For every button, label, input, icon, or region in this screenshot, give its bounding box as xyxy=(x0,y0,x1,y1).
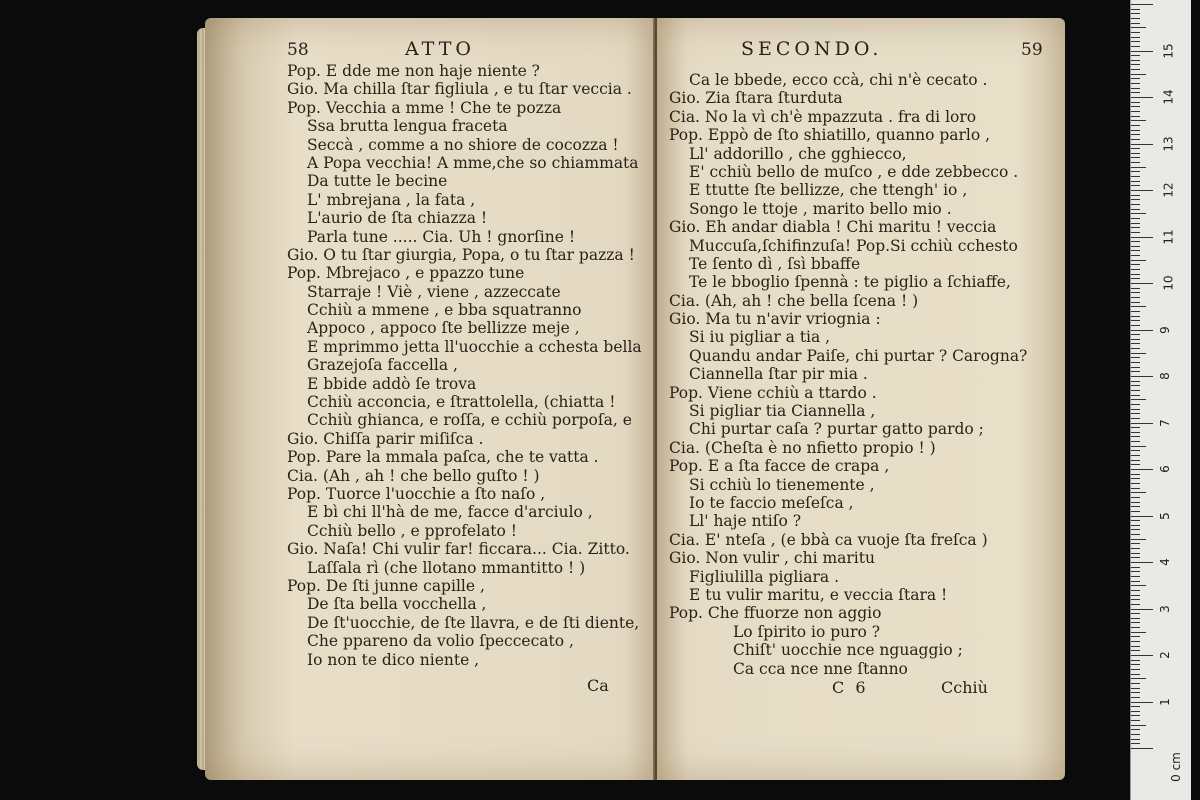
ruler-number: 15 xyxy=(1161,42,1176,59)
ruler-tick xyxy=(1131,390,1140,391)
ruler-tick xyxy=(1131,41,1140,42)
right-text-line: Io te faccio meſeſca , xyxy=(689,493,854,512)
ruler-tick xyxy=(1131,111,1140,112)
right-text-line: Ca le bbede, ecco ccà, chi n'è cecato . xyxy=(689,71,988,89)
ruler-tick xyxy=(1131,506,1140,507)
right-text-line: E' cchiù bello de muſco , e dde zebbecco . xyxy=(689,162,1019,181)
ruler-tick xyxy=(1131,343,1140,344)
ruler-tick xyxy=(1131,18,1140,19)
ruler-tick xyxy=(1131,585,1146,586)
left-text-line: Grazejoſa faccella , xyxy=(307,356,458,375)
ruler-tick xyxy=(1131,51,1153,52)
left-text-line: A Popa vecchia! A mme,che so chiammata xyxy=(307,153,639,172)
ruler-tick xyxy=(1131,399,1146,400)
left-text-line: Pop. Vecchia a mme ! Che te pozza xyxy=(287,98,562,117)
ruler-tick xyxy=(1131,134,1140,135)
ruler-tick xyxy=(1131,581,1140,582)
left-text-line: Che ppareno da volio ſpeccecato , xyxy=(307,632,574,651)
ruler-tick xyxy=(1131,357,1140,358)
left-text-line: De ſta bella vocchella , xyxy=(307,595,487,614)
ruler-tick xyxy=(1131,553,1140,554)
left-text-line: Gio. O tu ſtar giurgia, Popa, o tu ſtar pazza ! xyxy=(287,245,635,264)
ruler-tick xyxy=(1131,655,1153,656)
ruler-tick xyxy=(1131,711,1140,712)
ruler-tick xyxy=(1131,4,1153,5)
ruler-tick xyxy=(1131,650,1140,651)
ruler-tick xyxy=(1131,520,1140,521)
right-text-line: Lo ſpirito io puro ? xyxy=(733,622,881,641)
ruler-number: 10 xyxy=(1161,275,1176,291)
ruler-number: 8 xyxy=(1157,372,1172,380)
left-catchword: Ca xyxy=(587,676,609,695)
ruler-tick xyxy=(1131,167,1146,168)
ruler-tick xyxy=(1131,292,1140,293)
ruler-tick xyxy=(1131,297,1140,298)
ruler-tick xyxy=(1131,78,1140,79)
ruler-tick xyxy=(1131,436,1140,437)
ruler-tick xyxy=(1131,246,1140,247)
ruler-tick xyxy=(1131,488,1140,489)
ruler-tick xyxy=(1131,130,1140,131)
ruler-number: 13 xyxy=(1161,135,1176,152)
ruler-tick xyxy=(1131,195,1140,196)
ruler-tick xyxy=(1131,283,1153,284)
ruler-tick xyxy=(1131,83,1140,84)
left-text-line: Cchiù a mmene , e bba squatranno xyxy=(307,301,582,320)
right-text-line: Gio. Ma tu n'avir vriognia : xyxy=(669,310,881,329)
ruler-tick xyxy=(1131,181,1140,182)
left-text-line: E bbide addò ſe trova xyxy=(307,374,477,393)
ruler-number: 7 xyxy=(1157,418,1172,427)
ruler-tick xyxy=(1131,13,1140,14)
ruler-number: 2 xyxy=(1157,651,1172,659)
ruler-tick xyxy=(1131,632,1146,633)
ruler-tick xyxy=(1131,734,1140,735)
ruler-tick xyxy=(1131,162,1140,163)
ruler-tick xyxy=(1131,692,1140,693)
ruler-number: 12 xyxy=(1161,182,1176,198)
ruler-tick xyxy=(1131,367,1140,368)
right-catchword: Cchiù xyxy=(941,678,988,697)
ruler-tick xyxy=(1131,320,1140,321)
ruler-tick xyxy=(1131,395,1140,396)
ruler-tick xyxy=(1131,729,1140,730)
ruler-tick xyxy=(1131,590,1140,591)
ruler-unit-label: 0 cm xyxy=(1168,752,1183,782)
ruler-tick xyxy=(1131,218,1140,219)
right-text-line: Te ſento dì , ſsì bbaffe xyxy=(689,254,861,273)
ruler-tick xyxy=(1131,492,1146,493)
ruler-tick xyxy=(1131,157,1140,158)
ruler-tick xyxy=(1131,237,1153,238)
ruler-tick xyxy=(1131,613,1140,614)
right-text-block xyxy=(669,71,1059,678)
ruler-tick xyxy=(1131,674,1140,675)
right-page xyxy=(657,18,1065,780)
ruler-tick xyxy=(1131,571,1140,572)
right-text-line: Cia. (Cheſta è no nfietto propio ! ) xyxy=(669,438,936,457)
right-text-line: Pop. Che ffuorze non aggio xyxy=(669,604,882,623)
ruler-tick xyxy=(1131,353,1146,354)
left-running-head: ATTO xyxy=(405,38,475,60)
ruler-tick xyxy=(1131,171,1140,172)
left-text-line: Da tutte le becine xyxy=(307,172,448,191)
ruler-tick xyxy=(1131,376,1153,377)
ruler-tick xyxy=(1131,362,1140,363)
ruler-tick xyxy=(1131,92,1140,93)
right-text-line: Si iu pigliar a tia , xyxy=(689,328,831,347)
right-text-line: Songo le ttoje , marito bello mio . xyxy=(689,199,952,218)
right-text-line: Ciannella ſtar pir mia . xyxy=(689,365,868,384)
right-text-line: Figliulilla pigliara . xyxy=(689,567,839,586)
ruler-tick xyxy=(1131,702,1153,703)
ruler-tick xyxy=(1131,55,1140,56)
ruler-tick xyxy=(1131,529,1140,530)
ruler-tick xyxy=(1131,88,1140,89)
ruler-tick xyxy=(1131,250,1140,251)
ruler-tick xyxy=(1131,688,1140,689)
ruler-tick xyxy=(1131,64,1140,65)
ruler-number: 3 xyxy=(1157,604,1172,613)
ruler-tick xyxy=(1131,204,1140,205)
right-text-line: Pop. Viene cchiù a ttardo . xyxy=(669,383,877,402)
ruler-tick xyxy=(1131,460,1140,461)
ruler-tick xyxy=(1131,511,1140,512)
left-text-line: Starraje ! Viè , viene , azzeccate xyxy=(307,282,561,301)
ruler-tick xyxy=(1131,37,1140,38)
ruler-tick xyxy=(1131,227,1140,228)
ruler-tick xyxy=(1131,576,1140,577)
ruler-tick xyxy=(1131,255,1140,256)
ruler-tick xyxy=(1131,697,1140,698)
ruler-tick xyxy=(1131,534,1140,535)
ruler-number: 9 xyxy=(1157,325,1172,334)
ruler-tick xyxy=(1131,446,1146,447)
left-text-line: Seccà , comme a no shiore de cocozza ! xyxy=(307,135,619,154)
ruler-tick xyxy=(1131,567,1140,568)
right-text-line: Chiſt' uocchie nce nguaggio ; xyxy=(733,641,963,660)
ruler-tick xyxy=(1131,743,1140,744)
ruler-tick xyxy=(1131,125,1140,126)
ruler-tick xyxy=(1131,190,1153,191)
ruler-tick xyxy=(1131,60,1140,61)
ruler-tick xyxy=(1131,664,1140,665)
ruler-tick xyxy=(1131,450,1140,451)
ruler-tick xyxy=(1131,669,1140,670)
right-text-line: Ll' addorillo , che gghiecco, xyxy=(689,144,907,163)
ruler-tick xyxy=(1131,604,1140,605)
ruler-tick xyxy=(1131,474,1140,475)
left-text-line: Cia. (Ah , ah ! che bello guſto ! ) xyxy=(287,466,540,485)
ruler-number: 6 xyxy=(1157,465,1172,473)
ruler-tick xyxy=(1131,715,1140,716)
ruler-tick xyxy=(1131,385,1140,386)
ruler-tick xyxy=(1131,330,1153,331)
ruler-tick xyxy=(1131,23,1140,24)
left-text-block xyxy=(287,62,647,669)
ruler-tick xyxy=(1131,423,1153,424)
ruler-tick xyxy=(1131,325,1140,326)
ruler-tick xyxy=(1131,274,1140,275)
ruler-tick xyxy=(1131,269,1140,270)
left-text-line: Pop. Mbrejaco , e ppazzo tune xyxy=(287,264,525,283)
left-text-line: Appoco , appoco ſte bellizze meje , xyxy=(307,319,580,338)
ruler-tick xyxy=(1131,97,1153,98)
ruler-tick xyxy=(1131,455,1140,456)
ruler-tick xyxy=(1131,678,1146,679)
ruler-tick xyxy=(1131,469,1153,470)
right-text-line: Si pigliar tia Ciannella , xyxy=(689,402,876,421)
left-text-line: Io non te dico niente , xyxy=(307,650,480,669)
ruler-tick xyxy=(1131,627,1140,628)
left-text-line: Laſſala rì (che llotano mmantitto ! ) xyxy=(307,558,586,577)
ruler-number: 1 xyxy=(1157,697,1172,706)
ruler-tick xyxy=(1131,502,1140,503)
ruler-number: 11 xyxy=(1161,228,1176,245)
ruler-tick xyxy=(1131,483,1140,484)
ruler-tick xyxy=(1131,306,1146,307)
ruler-tick xyxy=(1131,548,1140,549)
open-book xyxy=(205,18,1065,780)
ruler-tick xyxy=(1131,539,1146,540)
ruler-tick xyxy=(1131,213,1146,214)
ruler-tick xyxy=(1131,427,1140,428)
ruler-tick xyxy=(1131,371,1140,372)
ruler-tick xyxy=(1131,69,1140,70)
ruler-tick xyxy=(1131,464,1140,465)
ruler-tick xyxy=(1131,260,1146,261)
ruler-tick xyxy=(1131,153,1140,154)
ruler-tick xyxy=(1131,176,1140,177)
ruler-tick xyxy=(1131,618,1140,619)
ruler-tick xyxy=(1131,102,1140,103)
left-text-line: Cchiù acconcia, e ſtrattolella, (chiatta ! xyxy=(307,393,616,412)
ruler-tick xyxy=(1131,288,1140,289)
right-text-line: Ll' haje ntiſo ? xyxy=(689,512,802,531)
ruler-tick xyxy=(1131,232,1140,233)
left-text-line: Cchiù ghianca, e roſſa, e cchiù porpoſa, e xyxy=(307,411,632,430)
right-text-line: Ca cca nce nne ſtanno xyxy=(733,659,908,678)
ruler-tick xyxy=(1131,241,1140,242)
right-text-line: Gio. Zia ſtara ſturduta xyxy=(669,89,843,108)
ruler-number: 4 xyxy=(1157,558,1172,566)
ruler-tick xyxy=(1131,278,1140,279)
ruler-tick xyxy=(1131,525,1140,526)
ruler-tick xyxy=(1131,116,1140,117)
ruler-tick xyxy=(1131,381,1140,382)
ruler-tick xyxy=(1131,185,1140,186)
left-text-line: Parla tune ..... Cia. Uh ! gnorſine ! xyxy=(307,227,576,246)
ruler-number: 14 xyxy=(1161,89,1176,105)
ruler-tick xyxy=(1131,74,1146,75)
ruler-tick xyxy=(1131,120,1146,121)
left-text-line: Pop. Pare la mmala paſca, che te vatta . xyxy=(287,448,599,467)
left-text-line: E bì chi ll'hà de me, facce d'arciulo , xyxy=(307,503,593,522)
ruler-tick xyxy=(1131,418,1140,419)
left-text-line: Pop. E dde me non haje niente ? xyxy=(287,62,540,80)
ruler-tick xyxy=(1131,311,1140,312)
left-page-number: 58 xyxy=(287,40,309,60)
ruler-tick xyxy=(1131,557,1140,558)
ruler-tick xyxy=(1131,264,1140,265)
ruler-tick xyxy=(1131,641,1140,642)
ruler-tick xyxy=(1131,622,1140,623)
ruler-tick xyxy=(1131,139,1140,140)
right-text-line: E tu vulir maritu, e veccia ſtara ! xyxy=(689,585,948,604)
left-text-line: Pop. De ſti junne capille , xyxy=(287,576,485,595)
ruler-tick xyxy=(1131,595,1140,596)
signature-mark: C 6 xyxy=(832,678,869,697)
ruler-tick xyxy=(1131,223,1140,224)
ruler-tick xyxy=(1131,409,1140,410)
left-text-line: Gio. Chiſſa parir miſiſca . xyxy=(287,429,484,448)
ruler-tick xyxy=(1131,316,1140,317)
right-running-head: SECONDO. xyxy=(741,38,883,60)
right-text-line: Cia. E' nteſa , (e bbà ca vuoje ſta freſca ) xyxy=(669,530,988,549)
ruler-tick xyxy=(1131,636,1140,637)
left-text-line: Pop. Tuorce l'uocchie a ſto naſo , xyxy=(287,484,546,503)
ruler-tick xyxy=(1131,720,1140,721)
ruler-tick xyxy=(1131,543,1140,544)
ruler-tick xyxy=(1131,432,1140,433)
ruler-tick xyxy=(1131,660,1140,661)
ruler-tick xyxy=(1131,497,1140,498)
left-text-line: Cchiù bello , e pprofelato ! xyxy=(307,521,518,540)
ruler-tick xyxy=(1131,478,1140,479)
ruler-tick xyxy=(1131,9,1140,10)
ruler-tick xyxy=(1131,413,1140,414)
right-text-line: Pop. Eppò de ſto shiatillo, quanno parlo , xyxy=(669,126,991,145)
ruler-tick xyxy=(1131,683,1140,684)
ruler-tick xyxy=(1131,199,1140,200)
left-page xyxy=(205,18,655,780)
left-text-line: Gio. Ma chilla ſtar figliula , e tu ſtar veccia . xyxy=(287,80,632,99)
ruler-tick xyxy=(1131,46,1140,47)
right-text-line: Muccuſa,ſchifinzuſa! Pop.Si cchiù cchesto xyxy=(689,236,1018,255)
ruler-tick xyxy=(1131,562,1153,563)
ruler-tick xyxy=(1131,148,1140,149)
left-text-line: Gio. Naſa! Chi vulir far! ficcara... Cia. Zitto. xyxy=(287,540,630,559)
ruler-tick xyxy=(1131,334,1140,335)
ruler-tick xyxy=(1131,725,1146,726)
ruler-tick xyxy=(1131,609,1153,610)
ruler-tick xyxy=(1131,441,1140,442)
ruler-tick xyxy=(1131,404,1140,405)
ruler-tick xyxy=(1131,27,1146,28)
right-page-number: 59 xyxy=(1021,40,1043,60)
left-text-line: L' mbrejana , la fata , xyxy=(307,190,476,209)
right-text-line: Te le bboglio ſpennà : te piglio a ſchiaffe, xyxy=(689,273,1011,292)
ruler-tick xyxy=(1131,209,1140,210)
ruler-tick xyxy=(1131,516,1153,517)
ruler-tick xyxy=(1131,599,1140,600)
ruler-tick xyxy=(1131,646,1140,647)
right-text-line: Cia. No la vì ch'è mpazzuta . fra di loro xyxy=(669,107,977,126)
right-text-line: Gio. Eh andar diabla ! Chi maritu ! veccia xyxy=(669,218,997,237)
ruler-tick xyxy=(1131,32,1140,33)
left-text-line: Ssa brutta lengua fraceta xyxy=(307,117,508,136)
right-text-line: Chi purtar caſa ? purtar gatto pardo ; xyxy=(689,420,984,439)
left-text-line: De ſt'uocchie, de ſte llavra, e de ſti diente, xyxy=(307,613,640,632)
measuring-ruler xyxy=(1130,0,1191,800)
ruler-tick xyxy=(1131,302,1140,303)
ruler-number: 5 xyxy=(1157,511,1172,520)
left-text-line: E mprimmo jetta ll'uocchie a cchesta bella xyxy=(307,337,642,356)
ruler-tick xyxy=(1131,748,1153,749)
ruler-tick xyxy=(1131,339,1140,340)
right-text-line: Cia. (Ah, ah ! che bella ſcena ! ) xyxy=(669,291,919,310)
right-text-line: E ttutte ſte bellizze, che ttengh' io , xyxy=(689,181,968,200)
ruler-tick xyxy=(1131,739,1140,740)
right-text-line: Si cchiù lo tienemente , xyxy=(689,475,875,494)
left-text-line: L'aurio de ſta chiazza ! xyxy=(307,209,488,228)
ruler-tick xyxy=(1131,106,1140,107)
right-text-line: Gio. Non vulir , chi maritu xyxy=(669,549,875,568)
ruler-tick xyxy=(1131,706,1140,707)
ruler-tick xyxy=(1131,348,1140,349)
right-text-line: Pop. E a ſta facce de crapa , xyxy=(669,457,890,476)
ruler-tick xyxy=(1131,144,1153,145)
right-text-line: Quandu andar Paiſe, chi purtar ? Carogna? xyxy=(689,346,1028,365)
